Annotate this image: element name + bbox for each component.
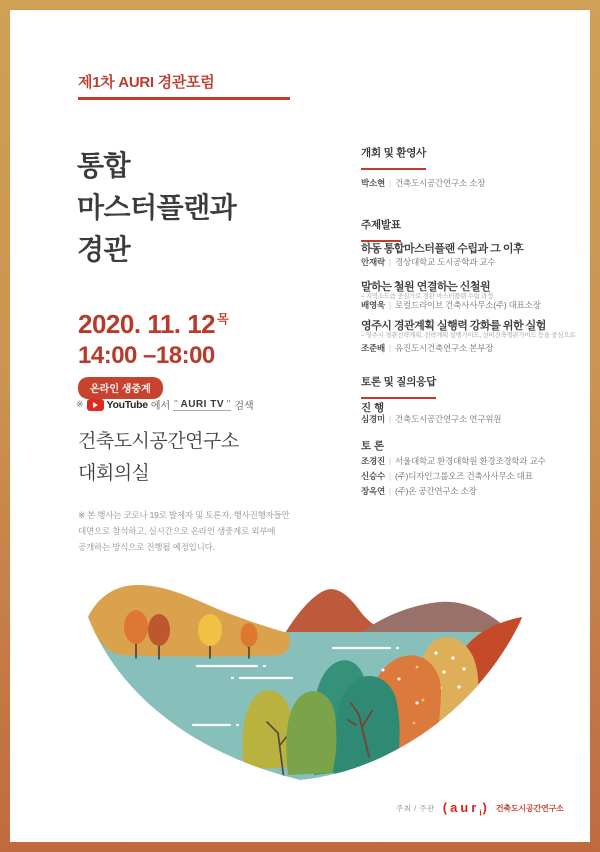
moderator-label: 진 행 [361,402,385,414]
speaker-name: 안재락 [361,257,386,267]
presentation-title: 영주시 경관계획 실행력 강화를 위한 실험 [361,320,546,332]
section-presentations [361,215,591,353]
venue-line1: 건축도시공간연구소 [78,431,239,452]
speaker-row [361,256,495,268]
speaker-name: 심경미 [361,414,386,424]
speaker-name: 배영욱 [361,300,386,310]
covid-notice-line1: ※ 본 행사는 코로나 19로 발제자 및 토론자, 행사진행자들만 [78,510,290,520]
section-discussion [361,372,591,496]
speaker-role: 건축도시공간연구소 연구위원 [394,414,502,424]
presentation-title: 말하는 철원 연결하는 신철원 [361,281,491,293]
covid-notice-line3: 공개하는 방식으로 진행될 예정입니다. [78,542,215,552]
program-column [361,143,591,513]
covid-notice [78,507,290,555]
rust-tree [148,614,170,646]
separator: | [389,457,391,466]
speaker-row [361,455,546,467]
panel-label: 토 론 [361,440,385,452]
play-icon [93,402,98,408]
close-quote: " [226,398,231,410]
separator: | [389,344,391,353]
logo-sub-letter: i [479,808,482,818]
gold-hill [88,585,290,657]
host-label: 주최 / 주관 [396,804,435,814]
speaker-role: 건축도시공간연구소 소장 [394,178,486,188]
section-presentations-heading: 주제발표 [361,217,401,242]
live-stream-badge: 온라인 생중계 [78,377,163,399]
youtube-after-brand: 에서 [150,401,171,412]
poster-title [77,145,236,271]
venue [78,426,239,490]
covid-notice-line2: 대면으로 참석하고, 실시간으로 온라인 생중계로 외부에 [78,526,276,536]
venue-line2: 대회의실 [78,463,150,484]
youtube-action: 검색 [234,401,254,412]
footer [396,800,564,818]
speaker-row [361,470,533,482]
presentation-note: – 지역소도읍 중심가로 경관 마스터플랜 수립 과정 [361,293,493,300]
poster-title-line3: 경관 [77,234,131,265]
speaker-role: (주)온 공간연구소 소장 [394,486,477,496]
orange-tree [124,610,148,644]
logo-paren-close: ) [482,800,488,815]
speaker-name: 조경진 [361,456,386,466]
presentation-title: 하동 통합마스터플랜 수립과 그 이후 [361,243,524,255]
poster-panel [10,10,590,842]
speaker-name: 신승수 [361,471,386,481]
event-date [78,304,228,339]
speaker-role: 경상대학교 도시공학과 교수 [394,257,496,267]
speaker-role: 서울대학교 환경대학원 환경조경학과 교수 [394,456,546,466]
speaker-role: (주)디자인그룹오즈 건축사사무소 대표 [394,471,533,481]
poster-title-line1: 통합 [77,150,131,181]
event-day-superscript: 목 [217,312,229,326]
section-opening-heading: 개회 및 환영사 [361,145,426,170]
forum-rule-divider [78,97,290,100]
section-opening [361,143,591,188]
footer-org-name: 건축도시공간연구소 [495,804,564,814]
separator: | [389,472,391,481]
forum-label: 제1차 AURI 경관포럼 [78,74,215,91]
separator: | [389,258,391,267]
youtube-channel [173,399,231,411]
presentation-note: – 영주시 경관전략계획, 전략계획 실행가이드, 선비건축경관가이드 등을 중심으로 [361,332,576,339]
auri-logo [443,800,488,818]
speaker-row [361,299,541,311]
speaker-name: 장옥연 [361,486,386,496]
speaker-name: 조준배 [361,343,386,353]
note-asterisk: ※ [76,399,84,409]
logo-letters: aur [450,800,480,815]
small-orange-tree [241,623,258,647]
event-time: 14:00 –18:00 [78,342,215,369]
youtube-icon [87,399,104,411]
separator: | [389,487,391,496]
separator: | [389,415,391,424]
speaker-role: 유진도시건축연구소 본부장 [394,343,494,353]
poster-title-line2: 마스터플랜과 [77,192,237,223]
youtube-brand: YouTube [106,398,148,411]
speaker-row [361,342,493,354]
autumn-landscape-illustration [60,575,550,790]
speaker-row [361,485,477,497]
youtube-note [76,397,254,412]
event-date-text: 2020. 11. 12 [78,309,216,339]
speaker-row [361,177,485,189]
channel-name: AURI TV [180,398,224,410]
separator: | [389,301,391,310]
section-discussion-heading: 토론 및 질의응답 [361,374,436,399]
speaker-name: 박소현 [361,178,386,188]
speaker-role: 로컬드라이브 건축사사무소(주) 대표소장 [394,300,541,310]
speaker-row [361,413,501,425]
yellow-tree [198,614,222,646]
open-quote: " [174,398,178,410]
separator: | [389,179,391,188]
logo-paren-open: ( [442,800,449,815]
